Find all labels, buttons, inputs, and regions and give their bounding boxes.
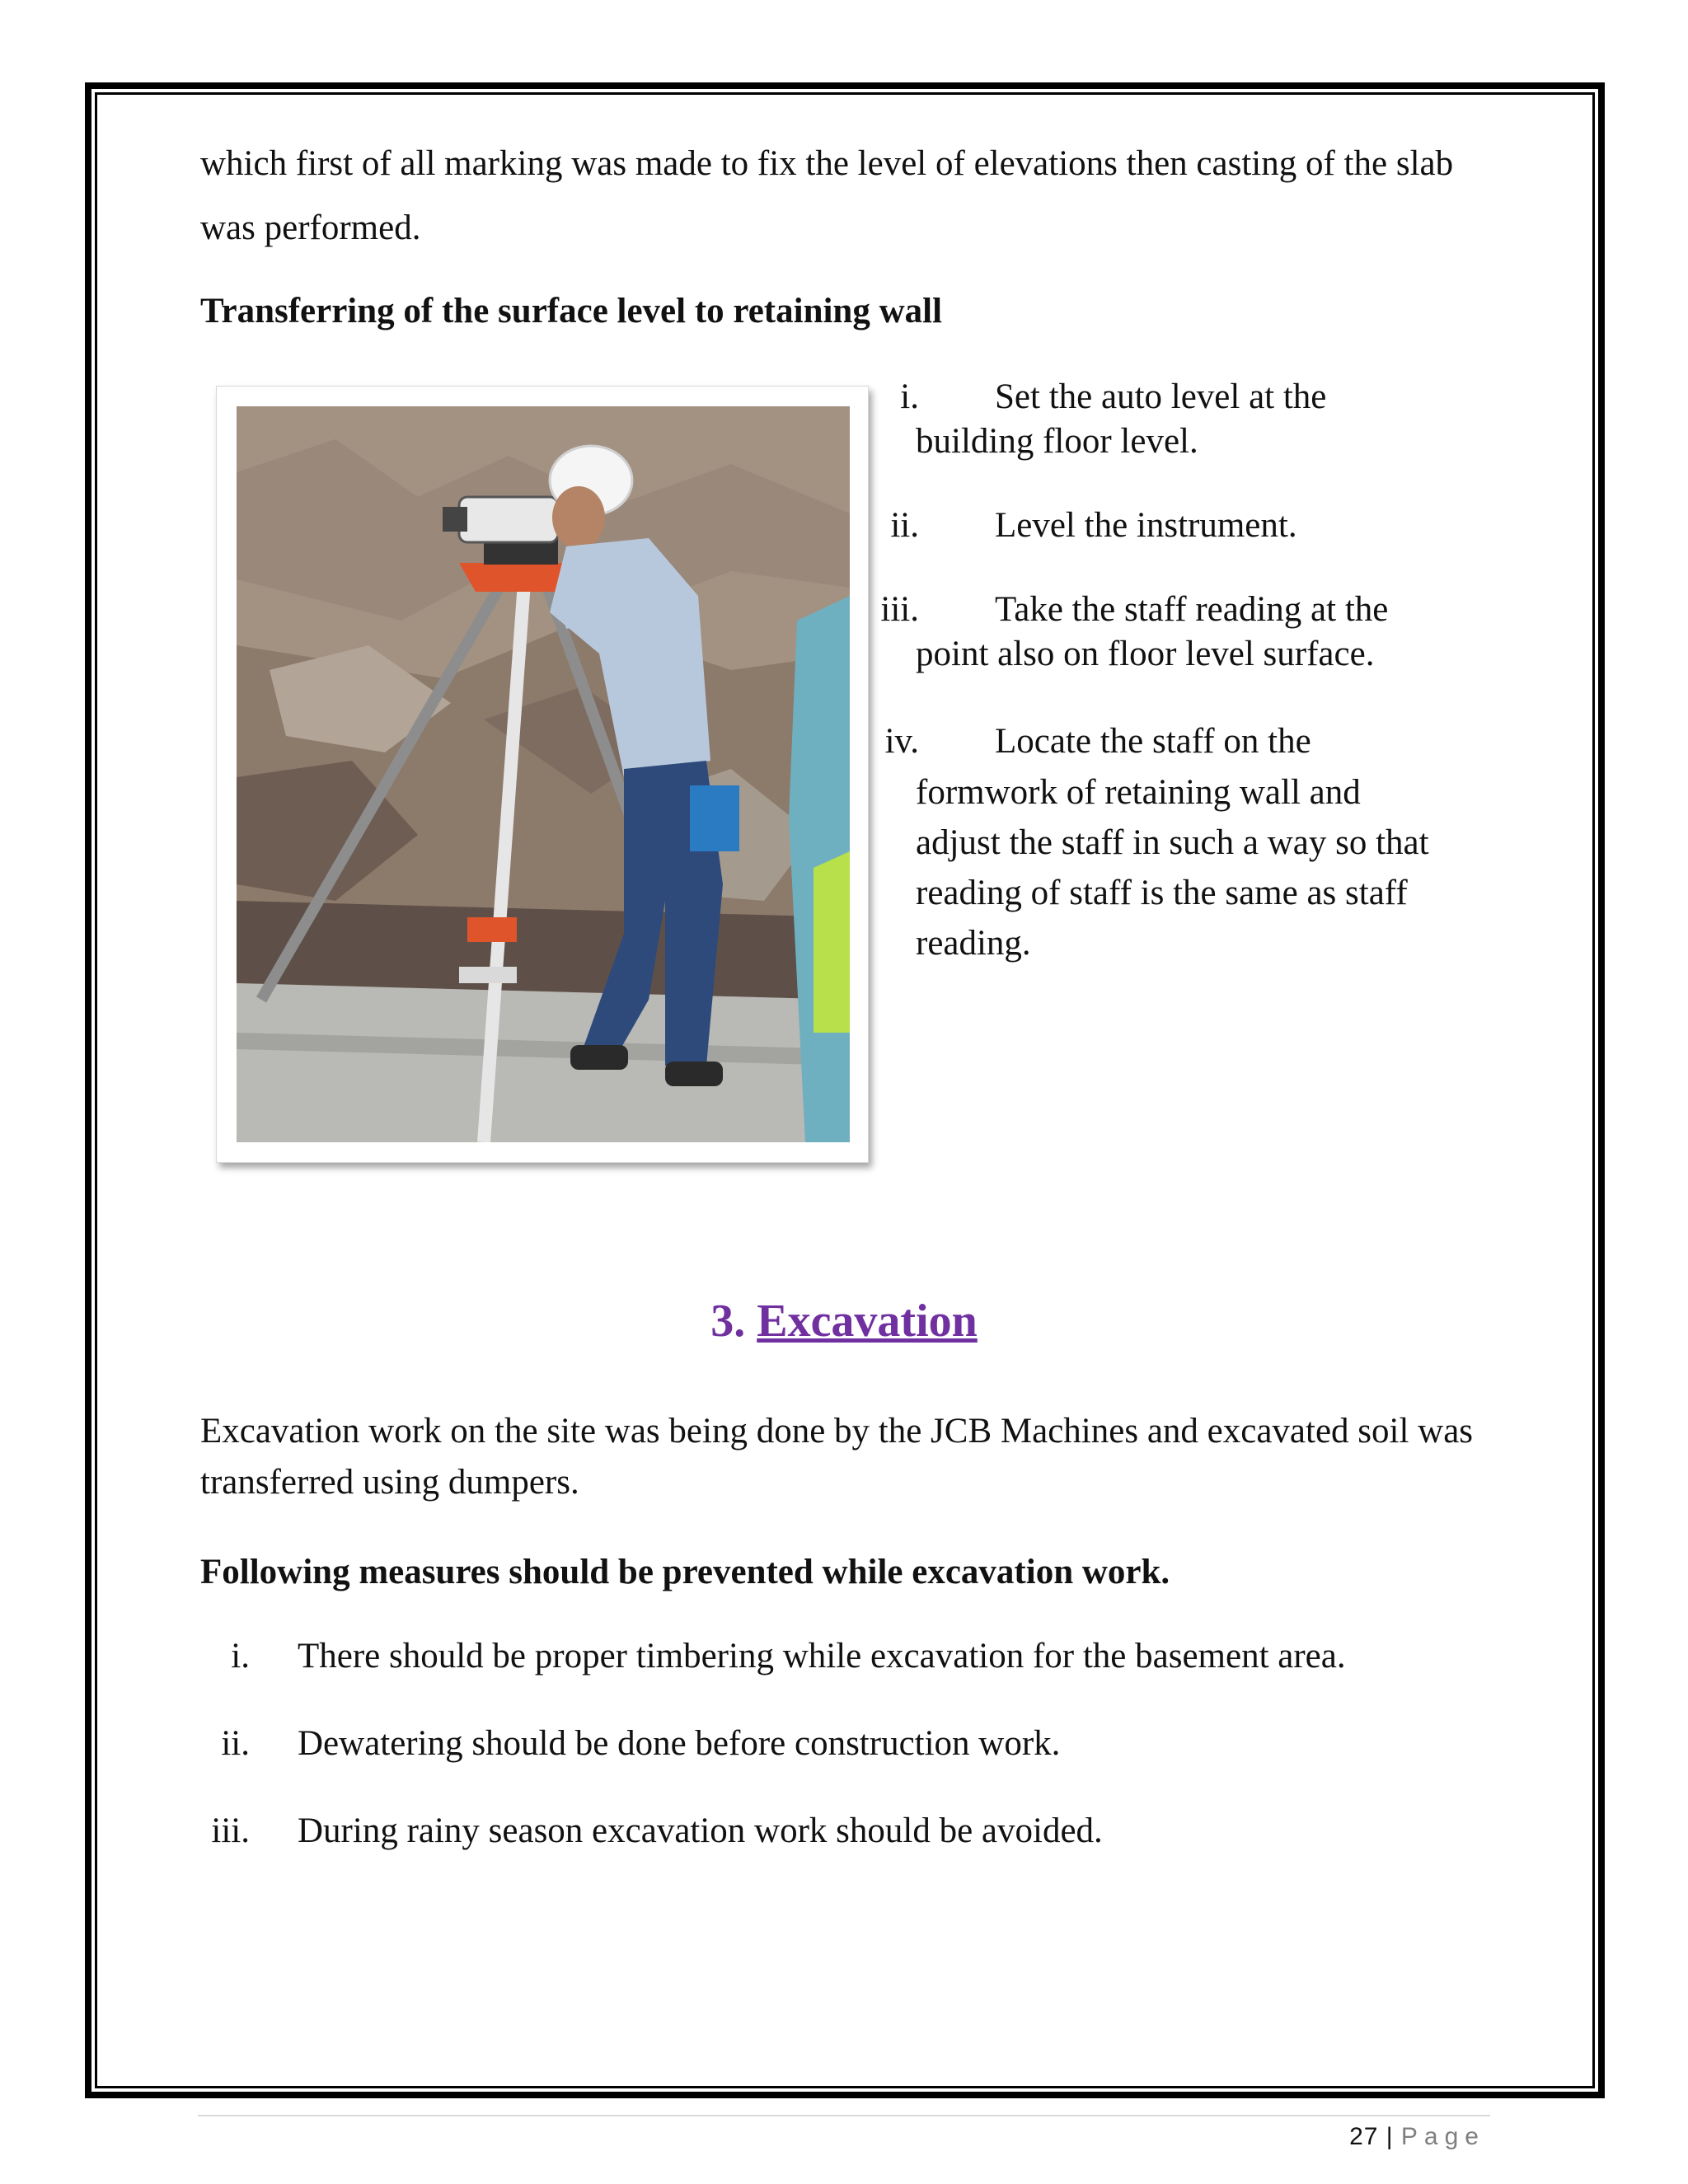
excavation-paragraph: Excavation work on the site was being done by the JCB Machines and excavated soil was transferred using dumpers. bbox=[200, 1412, 1474, 1502]
list-item-text: During rainy season excavation work should be avoided. bbox=[298, 1811, 1103, 1850]
list-item-text: point also on floor level surface. bbox=[916, 635, 1375, 673]
list-item-text: reading of staff is the same as staff bbox=[916, 874, 1408, 912]
list-item-number: iii. bbox=[211, 1811, 250, 1850]
list-item-text: Dewatering should be done before construction work. bbox=[298, 1724, 1061, 1763]
footer-separator: | bbox=[1386, 2123, 1394, 2150]
list-item-text: Take the staff reading at the bbox=[995, 590, 1389, 629]
list-item-text: Level the instrument. bbox=[995, 506, 1297, 545]
list-item-number: ii. bbox=[221, 1724, 250, 1763]
photo-frame bbox=[216, 386, 869, 1163]
subheading-measures: Following measures should be prevented while excavation work. bbox=[200, 1553, 1170, 1591]
list-item bbox=[200, 1636, 1519, 1685]
section-title-text: Excavation bbox=[757, 1296, 978, 1347]
list-item-text: reading. bbox=[916, 924, 1031, 963]
list-item-number: ii. bbox=[890, 506, 919, 545]
footer-rule bbox=[198, 2115, 1490, 2116]
section-number: 3. bbox=[710, 1296, 746, 1347]
section-title bbox=[0, 1292, 1688, 1350]
subheading-transfer: Transferring of the surface level to retaining wall bbox=[200, 292, 943, 330]
page-footer bbox=[1349, 2123, 1485, 2151]
list-item-number: i. bbox=[231, 1637, 250, 1675]
list-item-number: iii. bbox=[880, 590, 919, 629]
list-item bbox=[200, 1723, 1519, 1773]
intro-paragraph: which first of all marking was made to fix the level of elevations then casting of the slab was performed. bbox=[200, 144, 1454, 247]
surveyor-auto-level-photo bbox=[237, 406, 850, 1142]
list-item-text: There should be proper timbering while excavation for the basement area. bbox=[298, 1637, 1346, 1675]
list-item-text: formwork of retaining wall and bbox=[916, 773, 1361, 812]
list-item-number: iv. bbox=[884, 722, 919, 761]
list-item-text: Locate the staff on the bbox=[995, 722, 1311, 761]
list-item-text: Set the auto level at the bbox=[995, 377, 1327, 416]
list-item-text: adjust the staff in such a way so that bbox=[916, 823, 1429, 862]
list-item-number: i. bbox=[900, 377, 919, 416]
footer-page-word: Page bbox=[1400, 2123, 1485, 2150]
list-item bbox=[200, 1811, 1519, 1860]
page-number: 27 bbox=[1349, 2123, 1379, 2150]
list-item-text: building floor level. bbox=[916, 422, 1198, 461]
